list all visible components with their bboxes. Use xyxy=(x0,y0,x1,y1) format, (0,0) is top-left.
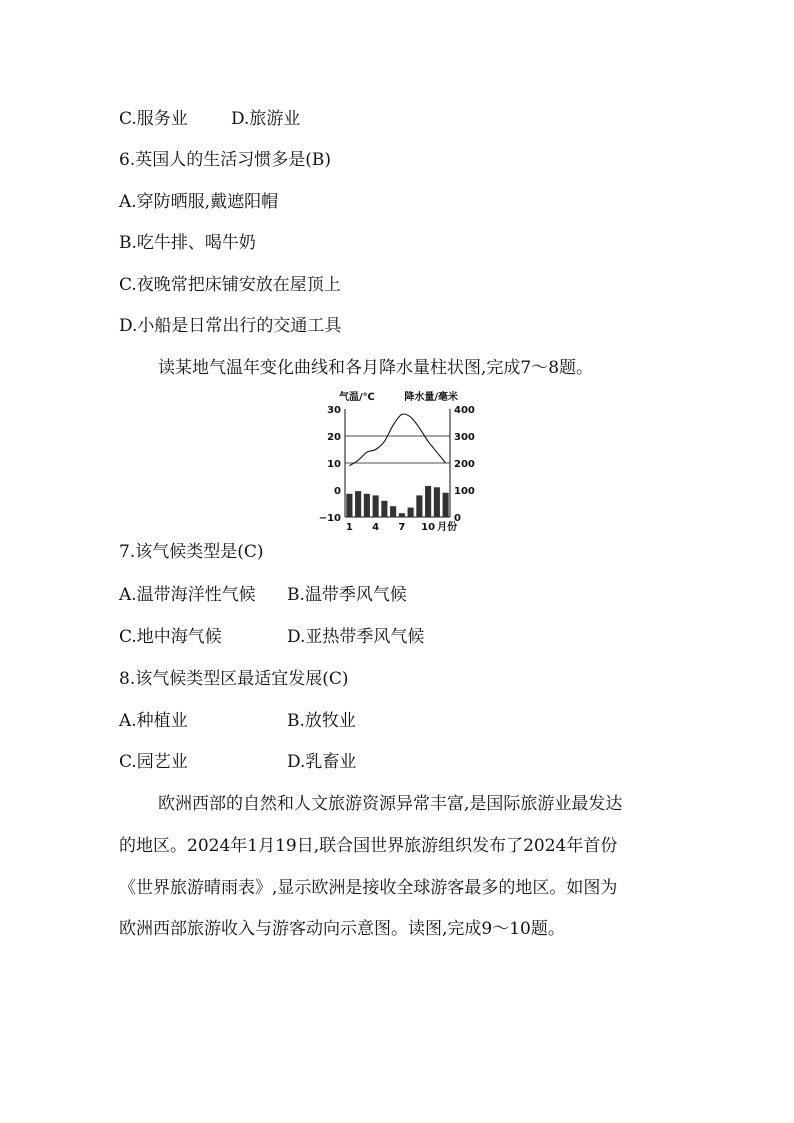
right-tick-label: 100 xyxy=(454,486,475,497)
right-tick-label: 400 xyxy=(454,405,475,416)
x-tick-label: 7 xyxy=(398,522,406,533)
right-tick-label: 300 xyxy=(454,432,475,443)
precip-bar xyxy=(399,513,405,517)
precip-bar xyxy=(408,508,414,517)
left-tick-label: 20 xyxy=(327,432,341,443)
precip-bar xyxy=(355,491,361,517)
precip-bar xyxy=(416,495,422,517)
temperature-curve xyxy=(349,414,445,466)
question-7: 7.该气候类型是(C) xyxy=(119,542,264,562)
climate-chart-svg xyxy=(318,386,475,534)
precip-bar xyxy=(434,487,440,517)
right-axis-title: 降水量/毫米 xyxy=(404,392,458,403)
paragraph-line-4: 欧洲西部旅游收入与游客动向示意图。读图,完成9～10题。 xyxy=(119,919,565,939)
x-tick-label: 4 xyxy=(372,522,380,533)
left-tick-label: 30 xyxy=(327,405,341,416)
q7-option-b: B.温带季风气候 xyxy=(287,585,407,605)
left-tick-label: 0 xyxy=(334,486,341,497)
q8-option-b: B.放牧业 xyxy=(287,711,356,731)
left-tick-label: 10 xyxy=(327,459,341,470)
intro-7-8: 读某地气温年变化曲线和各月降水量柱状图,完成7～8题。 xyxy=(158,358,594,378)
q7-option-a: A.温带海洋性气候 xyxy=(119,585,256,605)
q6-option-a: A.穿防晒服,戴遮阳帽 xyxy=(119,192,279,212)
paragraph-line-2: 的地区。2024年1月19日,联合国世界旅游组织发布了2024年首份 xyxy=(119,836,618,856)
precip-bar xyxy=(425,486,431,517)
x-tick-label: 1 xyxy=(345,522,353,533)
q8-option-d: D.乳畜业 xyxy=(287,752,357,772)
left-tick-label: −10 xyxy=(318,513,341,524)
q8-option-c: C.园艺业 xyxy=(119,752,188,772)
question-8: 8.该气候类型区最适宜发展(C) xyxy=(119,669,349,689)
question-6: 6.英国人的生活习惯多是(B) xyxy=(119,150,331,170)
precip-bar xyxy=(390,506,396,517)
precip-bar xyxy=(373,495,379,517)
x-tick-label: 10 xyxy=(421,522,436,533)
q6-option-b: B.吃牛排、喝牛奶 xyxy=(119,233,256,253)
right-tick-label: 0 xyxy=(454,513,461,524)
precip-bar xyxy=(381,501,387,517)
q8-option-a: A.种植业 xyxy=(119,711,188,731)
left-axis-title: 气温/℃ xyxy=(339,392,375,403)
q7-option-c: C.地中海气候 xyxy=(119,627,222,647)
q6-option-d: D.小船是日常出行的交通工具 xyxy=(119,316,342,336)
right-tick-label: 200 xyxy=(454,459,475,470)
precip-bar xyxy=(346,494,352,517)
option-c-service: C.服务业 xyxy=(119,109,188,129)
q6-option-c: C.夜晚常把床铺安放在屋顶上 xyxy=(119,275,341,295)
option-d-tourism: D.旅游业 xyxy=(231,109,301,129)
x-axis-title: 月份 xyxy=(437,522,458,533)
climate-chart xyxy=(318,386,475,534)
precip-bar xyxy=(443,493,449,517)
paragraph-line-1: 欧洲西部的自然和人文旅游资源异常丰富,是国际旅游业最发达 xyxy=(158,794,623,814)
precip-bar xyxy=(364,494,370,517)
paragraph-line-3: 《世界旅游晴雨表》,显示欧洲是接收全球游客最多的地区。如图为 xyxy=(119,878,618,898)
q7-option-d: D.亚热带季风气候 xyxy=(287,627,425,647)
